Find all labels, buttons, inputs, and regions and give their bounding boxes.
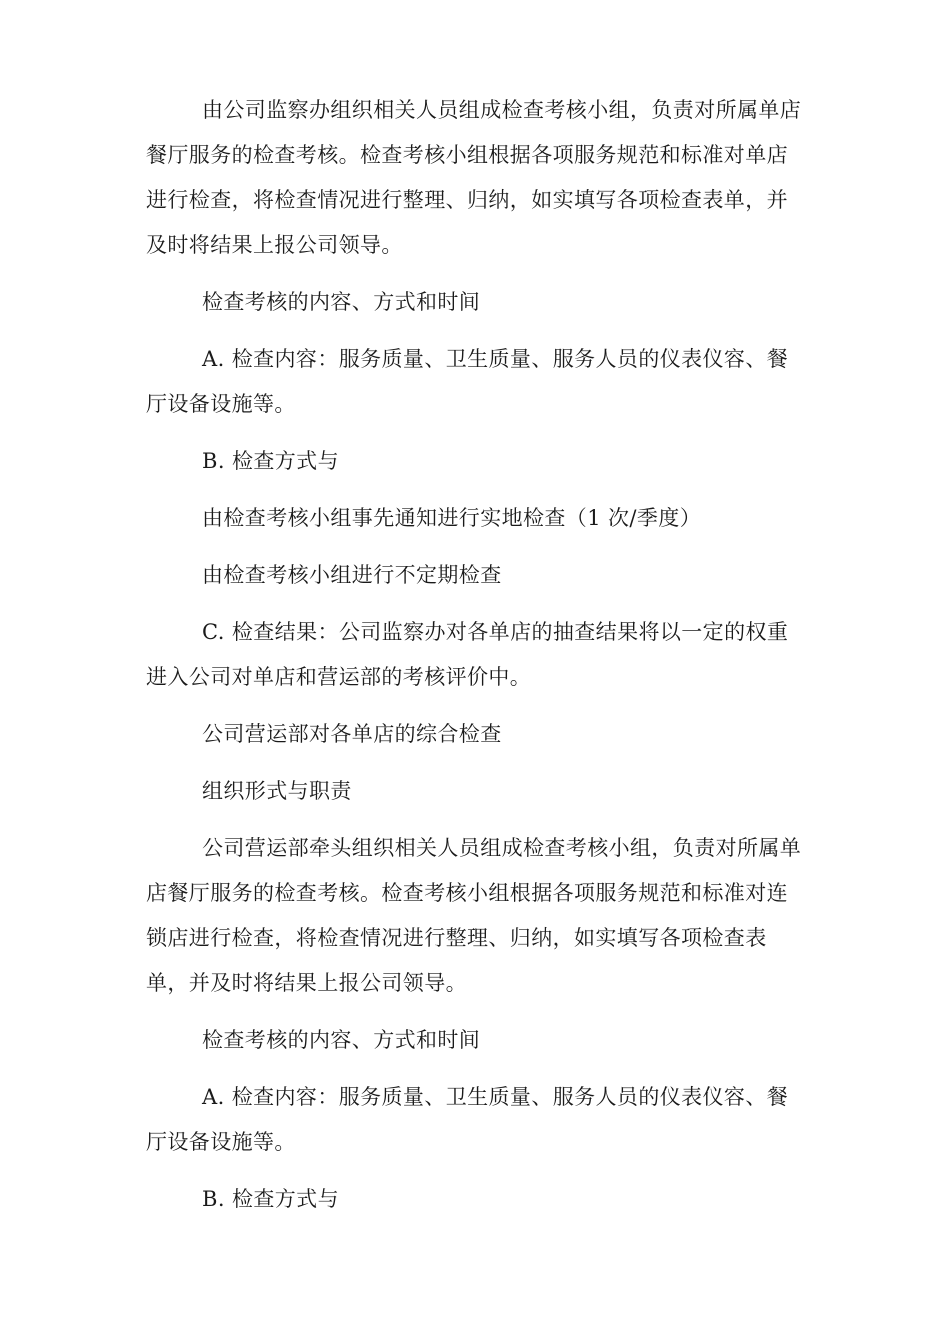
- paragraph-intro-monitoring-office: 由公司监察办组织相关人员组成检查考核小组，负责对所属单店餐厅服务的检查考核。检查考核小组根据各项服务规范和标准对单店进行检查，将检查情况进行整理、归纳，如实填写各项检查表单，并及时将结果上报公司领导。: [146, 98, 802, 257]
- document-page: [146, 88, 808, 1222]
- item-b-inspection-method-2: B. 检查方式与: [202, 1187, 339, 1211]
- paragraph-operations-team: 公司营运部牵头组织相关人员组成检查考核小组，负责对所属单店餐厅服务的检查考核。检查考核小组根据各项服务规范和标准对连锁店进行检查，将检查情况进行整理、归纳，如实填写各项检查表单，并及时将结果上报公司领导。: [146, 836, 802, 995]
- heading-content-method-time-2: 检查考核的内容、方式和时间: [202, 1028, 481, 1052]
- heading-operations-comprehensive-check: 公司营运部对各单店的综合检查: [202, 722, 502, 746]
- item-c-inspection-result: C. 检查结果：公司监察办对各单店的抽查结果将以一定的权重进入公司对单店和营运部的考核评价中。: [146, 620, 789, 689]
- method-scheduled-inspection: 由检查考核小组事先通知进行实地检查（1 次/季度）: [202, 506, 702, 530]
- heading-organization-duties: 组织形式与职责: [202, 779, 352, 803]
- heading-content-method-time: 检查考核的内容、方式和时间: [202, 290, 481, 314]
- item-a-inspection-content: A. 检查内容：服务质量、卫生质量、服务人员的仪表仪容、餐厅设备设施等。: [146, 347, 789, 416]
- item-a-inspection-content-2: A. 检查内容：服务质量、卫生质量、服务人员的仪表仪容、餐厅设备设施等。: [146, 1085, 789, 1154]
- item-b-inspection-method: B. 检查方式与: [202, 449, 339, 473]
- method-random-inspection: 由检查考核小组进行不定期检查: [202, 563, 502, 587]
